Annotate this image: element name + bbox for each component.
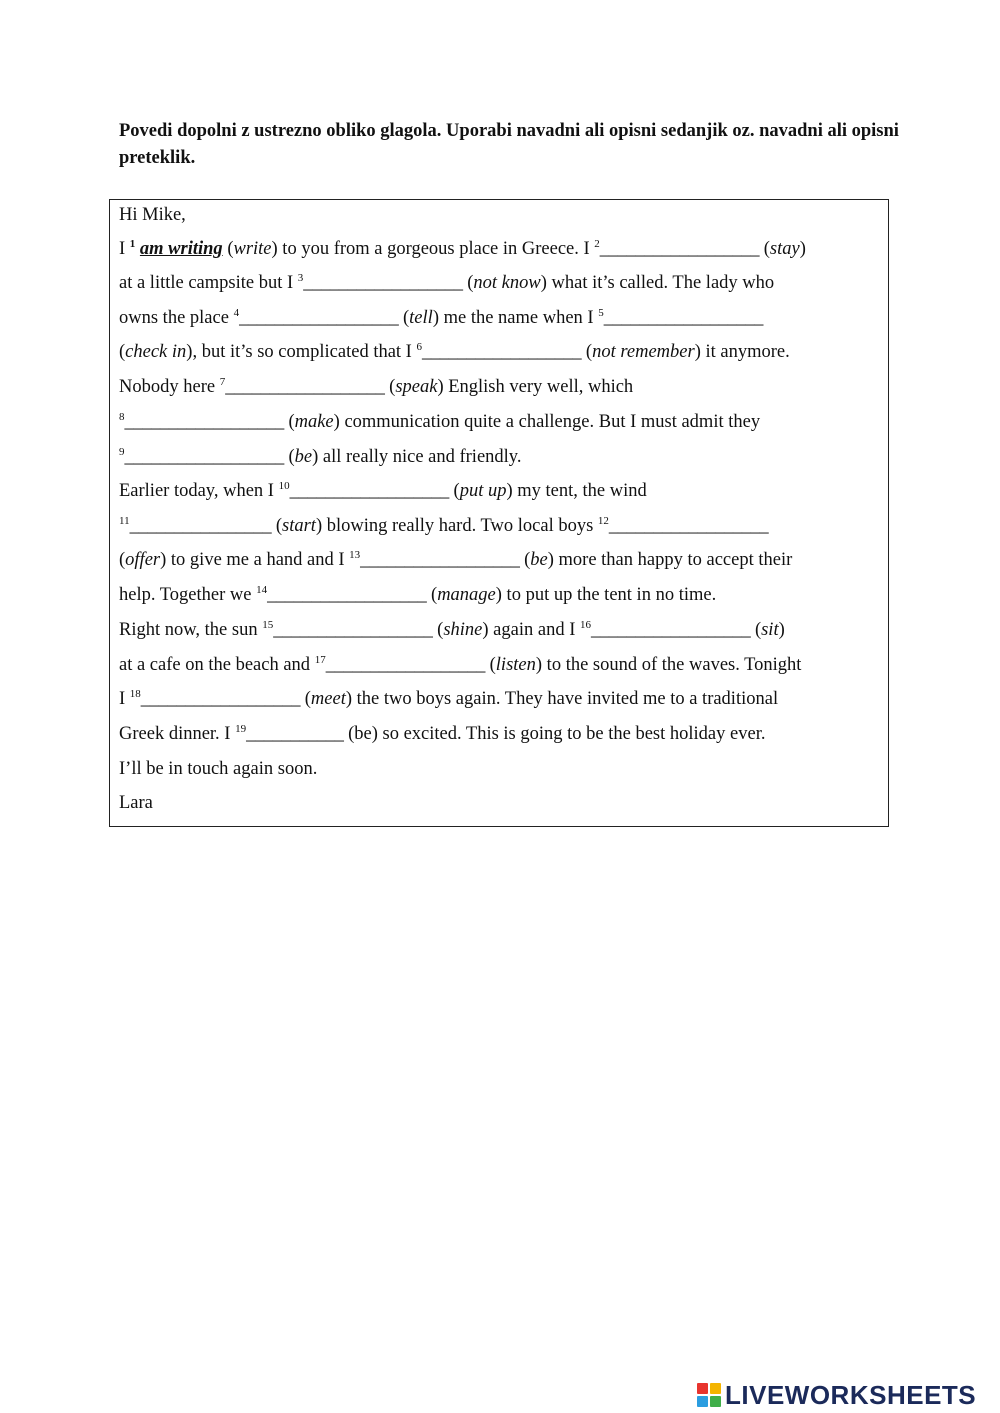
verb-meet: meet	[310, 689, 346, 709]
letter-line-13: at a cafe on the beach and $^{17}$__________________ (listen) to the sound of the waves. Tonight	[119, 654, 802, 675]
item-number-19: 19	[235, 723, 247, 735]
item-number-12: 12	[597, 515, 609, 527]
logo-square-yellow	[710, 1383, 721, 1394]
item-number-18: 18	[129, 688, 141, 700]
gap-13[interactable]: __________________	[360, 550, 520, 570]
item-number-14: 14	[256, 584, 268, 596]
gap-6[interactable]: __________________	[421, 342, 582, 362]
verb-write: write	[233, 239, 272, 259]
gap-3[interactable]: __________________	[303, 273, 463, 293]
item-number-5: 5	[598, 307, 604, 319]
item-number-17: 17	[314, 654, 326, 666]
liveworksheets-logo	[697, 1378, 976, 1412]
item-number-16: 16	[580, 619, 591, 631]
letter-line-2: at a little campsite but I $^3$__________________ (not know) what it’s called. The lady who	[119, 272, 775, 293]
verb-start: start	[282, 516, 316, 536]
verb-not-know: not know	[473, 273, 541, 293]
item-number-9: 9	[119, 446, 125, 458]
letter-line-6: $^8$__________________ (make) communication quite a challenge. But I must admit they	[119, 411, 761, 432]
item-number-2: 2	[594, 238, 600, 250]
gap-8[interactable]: __________________	[124, 412, 284, 432]
logo-square-red	[697, 1383, 708, 1394]
logo-square-blue	[697, 1396, 708, 1407]
letter-line-5: Nobody here $^7$__________________ (speak) English very well, which	[119, 376, 634, 397]
letter-closing: I’ll be in touch again soon.	[119, 759, 318, 779]
item-number-10: 10	[278, 480, 290, 492]
verb-check-in: check in	[125, 342, 187, 362]
gap-12[interactable]: __________________	[608, 516, 769, 536]
letter-line-14: I $^{18}$__________________ (meet) the two boys again. They have invited me to a traditional	[119, 688, 779, 709]
item-number-11: 11	[119, 515, 130, 527]
verb-tell: tell	[409, 308, 433, 328]
item-number-3: 3	[297, 272, 304, 284]
logo-text: LIVEWORKSHEETS	[725, 1379, 977, 1410]
verb-sit: sit	[761, 620, 779, 640]
verb-offer: offer	[125, 550, 161, 570]
verb-listen: listen	[495, 655, 536, 675]
letter-line-9: $^{11}$________________ (start) blowing really hard. Two local boys $^{12}$__________________	[119, 515, 769, 536]
item-number-15: 15	[262, 619, 274, 631]
letter-line-15: Greek dinner. I $^{19}$___________ (be) so excited. This is going to be the best holiday ever.	[119, 723, 766, 744]
instructions: Povedi dopolni z ustrezno obliko glagola. Uporabi navadni ali opisni sedanjik oz. navadni ali opisni preteklik.	[119, 121, 899, 168]
letter-signature: Lara	[119, 793, 153, 813]
verb-manage: manage	[437, 585, 496, 605]
item-number-1: 1	[129, 238, 136, 250]
letter-line-12: Right now, the sun $^{15}$__________________ (shine) again and I $^{16}$__________________ (sit)	[119, 619, 785, 640]
verb-be-2: be	[530, 550, 548, 570]
gap-15[interactable]: __________________	[273, 620, 433, 640]
gap-19[interactable]: ___________	[246, 724, 344, 744]
gap-7[interactable]: __________________	[225, 377, 385, 397]
letter-line-3: owns the place $^4$__________________ (tell) me the name when I $^5$__________________	[119, 307, 764, 328]
verb-be: be	[294, 447, 313, 467]
gap-14[interactable]: __________________	[267, 585, 427, 605]
item-number-13: 13	[349, 549, 361, 561]
logo-mark-icon	[697, 1383, 721, 1407]
gap-17[interactable]: __________________	[325, 655, 485, 675]
gap-4[interactable]: __________________	[239, 308, 399, 328]
verb-speak: speak	[395, 377, 438, 397]
gap-16[interactable]: __________________	[591, 620, 751, 640]
item-number-6: 6	[416, 341, 422, 353]
gap-10[interactable]: __________________	[289, 481, 449, 501]
gap-2[interactable]: __________________	[599, 239, 760, 259]
letter-line-1: I $^1$ am writing (write) to you from a gorgeous place in Greece. I $^2$__________________ (stay)	[119, 238, 806, 259]
gap-9[interactable]: __________________	[124, 447, 284, 467]
verb-make: make	[294, 412, 334, 432]
item-number-4: 4	[233, 307, 240, 319]
verb-put-up: put up	[459, 481, 507, 501]
gap-5[interactable]: __________________	[603, 308, 764, 328]
gap-11[interactable]: ________________	[129, 516, 272, 536]
verb-stay: stay	[769, 239, 800, 259]
verb-shine: shine	[443, 620, 483, 640]
letter-line-7: $^9$__________________ (be) all really nice and friendly.	[119, 446, 522, 467]
item-number-8: 8	[119, 411, 125, 423]
letter-box	[109, 199, 889, 827]
letter-line-11: help. Together we $^{14}$__________________ (manage) to put up the tent in no time.	[119, 584, 717, 605]
example-answer: am writing	[139, 239, 223, 259]
logo-square-green	[710, 1396, 721, 1407]
gap-18[interactable]: __________________	[140, 689, 301, 709]
letter-line-10: (offer) to give me a hand and I $^{13}$__________________ (be) more than happy to accept their	[119, 549, 793, 570]
item-number-7: 7	[219, 376, 226, 388]
letter-line-8: Earlier today, when I $^{10}$__________________ (put up) my tent, the wind	[119, 480, 647, 501]
letter-line-4: (check in), but it’s so complicated that I $^6$__________________ (not remember) it anymore.	[119, 341, 790, 362]
verb-not-remember: not remember	[592, 342, 695, 362]
letter-greeting: Hi Mike,	[119, 205, 186, 225]
